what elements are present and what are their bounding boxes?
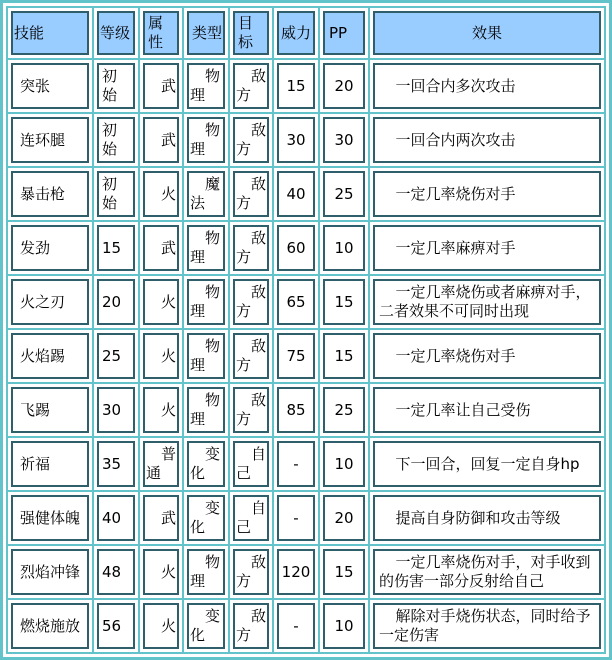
- cell-power: 75: [277, 333, 315, 379]
- cell-power: -: [277, 441, 315, 487]
- cell-power: 120: [277, 549, 315, 595]
- cell-skill: 发劲: [11, 225, 89, 271]
- cell-attribute: 武: [143, 225, 179, 271]
- cell-effect: 一定几率让自己受伤: [373, 387, 601, 433]
- cell-skill: 燃烧施放: [11, 603, 89, 649]
- skill-row: [11, 171, 601, 217]
- cell-effect: 提高自身防御和攻击等级: [373, 495, 601, 541]
- skill-row: [11, 279, 601, 325]
- cell-skill: 火焰踢: [11, 333, 89, 379]
- skill-row: [11, 441, 601, 487]
- cell-level: 25: [97, 333, 135, 379]
- cell-pp: 15: [323, 279, 365, 325]
- skill-row: [11, 603, 601, 649]
- cell-pp: 10: [323, 603, 365, 649]
- skill-row: [11, 117, 601, 163]
- cell-attribute: 火: [143, 279, 179, 325]
- cell-level: 48: [97, 549, 135, 595]
- cell-level: 20: [97, 279, 135, 325]
- cell-level: 初始: [97, 171, 135, 217]
- cell-power: -: [277, 603, 315, 649]
- cell-type: 物理: [187, 279, 225, 325]
- cell-effect: 一定几率烧伤对手，对手收到的伤害一部分反射给自己: [373, 549, 601, 595]
- cell-effect: 一回合内两次攻击: [373, 117, 601, 163]
- cell-level: 30: [97, 387, 135, 433]
- cell-attribute: 火: [143, 603, 179, 649]
- header-type: 类型: [187, 11, 225, 55]
- cell-effect: 一回合内多次攻击: [373, 63, 601, 109]
- cell-target: 敌方: [233, 387, 269, 433]
- skill-row: [11, 387, 601, 433]
- cell-type: 物理: [187, 333, 225, 379]
- cell-effect: 解除对手烧伤状态，同时给予一定伤害: [373, 603, 601, 649]
- header-power: 威力: [277, 11, 315, 55]
- cell-type: 物理: [187, 63, 225, 109]
- cell-skill: 强健体魄: [11, 495, 89, 541]
- cell-attribute: 火: [143, 171, 179, 217]
- cell-target: 自己: [233, 495, 269, 541]
- cell-target: 敌方: [233, 225, 269, 271]
- cell-attribute: 火: [143, 387, 179, 433]
- cell-power: -: [277, 495, 315, 541]
- cell-target: 敌方: [233, 603, 269, 649]
- cell-effect: 一定几率烧伤对手: [373, 171, 601, 217]
- skill-row: [11, 333, 601, 379]
- cell-type: 变化: [187, 441, 225, 487]
- cell-pp: 20: [323, 495, 365, 541]
- cell-skill: 暴击枪: [11, 171, 89, 217]
- cell-effect: 一定几率烧伤对手: [373, 333, 601, 379]
- cell-target: 敌方: [233, 63, 269, 109]
- header-pp: PP: [323, 11, 365, 55]
- cell-skill: 突张: [11, 63, 89, 109]
- cell-power: 15: [277, 63, 315, 109]
- cell-level: 35: [97, 441, 135, 487]
- cell-pp: 20: [323, 63, 365, 109]
- cell-effect: 下一回合，回复一定自身hp: [373, 441, 601, 487]
- cell-level: 初始: [97, 63, 135, 109]
- skill-row: [11, 495, 601, 541]
- cell-target: 敌方: [233, 117, 269, 163]
- cell-level: 初始: [97, 117, 135, 163]
- cell-level: 56: [97, 603, 135, 649]
- cell-type: 变化: [187, 495, 225, 541]
- cell-pp: 25: [323, 171, 365, 217]
- cell-pp: 15: [323, 333, 365, 379]
- cell-power: 60: [277, 225, 315, 271]
- cell-target: 敌方: [233, 279, 269, 325]
- cell-level: 15: [97, 225, 135, 271]
- header-effect: 效果: [373, 11, 601, 55]
- cell-target: 敌方: [233, 171, 269, 217]
- cell-pp: 15: [323, 549, 365, 595]
- header-target: 目标: [233, 11, 269, 55]
- cell-pp: 10: [323, 225, 365, 271]
- cell-attribute: 武: [143, 495, 179, 541]
- cell-target: 敌方: [233, 549, 269, 595]
- cell-target: 敌方: [233, 333, 269, 379]
- cell-type: 变化: [187, 603, 225, 649]
- header-skill: 技能: [11, 11, 89, 55]
- cell-skill: 火之刃: [11, 279, 89, 325]
- cell-pp: 10: [323, 441, 365, 487]
- cell-power: 40: [277, 171, 315, 217]
- cell-attribute: 武: [143, 117, 179, 163]
- cell-type: 魔法: [187, 171, 225, 217]
- skill-row: [11, 63, 601, 109]
- cell-level: 40: [97, 495, 135, 541]
- cell-skill: 烈焰冲锋: [11, 549, 89, 595]
- cell-type: 物理: [187, 549, 225, 595]
- cell-power: 65: [277, 279, 315, 325]
- cell-power: 85: [277, 387, 315, 433]
- cell-type: 物理: [187, 225, 225, 271]
- cell-attribute: 火: [143, 549, 179, 595]
- skill-row: [11, 549, 601, 595]
- header-attribute: 属性: [143, 11, 179, 55]
- cell-effect: 一定几率麻痹对手: [373, 225, 601, 271]
- skill-row: [11, 225, 601, 271]
- cell-type: 物理: [187, 117, 225, 163]
- cell-type: 物理: [187, 387, 225, 433]
- cell-skill: 祈福: [11, 441, 89, 487]
- cell-attribute: 火: [143, 333, 179, 379]
- cell-effect: 一定几率烧伤或者麻痹对手，二者效果不可同时出现: [373, 279, 601, 325]
- cell-target: 自己: [233, 441, 269, 487]
- cell-skill: 连环腿: [11, 117, 89, 163]
- cell-skill: 飞踢: [11, 387, 89, 433]
- cell-pp: 30: [323, 117, 365, 163]
- header-row: [11, 11, 601, 55]
- cell-pp: 25: [323, 387, 365, 433]
- cell-attribute: 武: [143, 63, 179, 109]
- header-level: 等级: [97, 11, 135, 55]
- cell-attribute: 普通: [143, 441, 179, 487]
- cell-power: 30: [277, 117, 315, 163]
